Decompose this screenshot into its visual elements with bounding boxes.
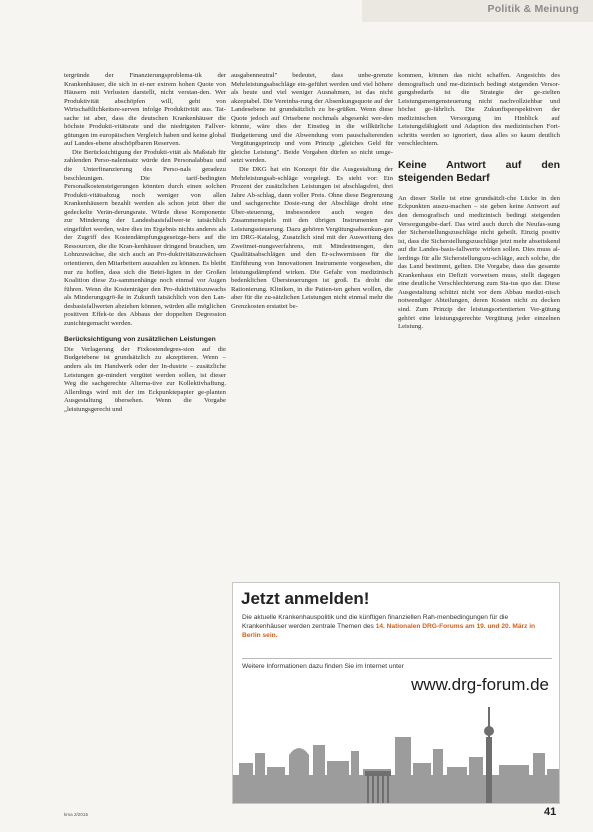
text-column-3 (398, 72, 560, 332)
event-advertisement[interactable] (232, 582, 560, 804)
ad-body-text: Die aktuelle Krankenhauspolitik und die künftigen finanziellen Rah-menbedingungen für die Krankenhäuser werden zentrale Themen des (242, 614, 509, 630)
ad-more-info: Weitere Informationen dazu finden Sie im Internet unter (242, 663, 404, 670)
paragraph: Die Berücksichtigung der Produkti-vität als Maßstab für zahlenden Perso-nalentsatz würde den Personalabbau und die Unterfinanzierung des Perso-nals geradezu beschleunigen. Die tarif-bedingten Personalkostensteigerungen könnten durch einen solchen Produkti-vitätsabzug noch weniger von allen Krankenhäusern bezahlt werden als schon jetzt über die gedeckelte Verän-derungsrate. Würde diese Komponente zur Minderung der Landesbasisfallwer-te tatsächlich eingeführt werden, wäre dies im Ergebnis nichts anderes als der Zugriff des Kostendämpfungsgesetzge-bers auf die Ressourcen, die die Kran-kenhäuser dringend brauchen, um Lohnzuwächse, die sich auch an Pro-duktivitätszuwächsen orientieren, den Mitarbeitern auszahlen zu können. Es bleibt nur zu hoffen, dass sich die Betei-ligten in der Großen Koalition diese Zu-sammenhänge noch einmal vor Augen führen. Wenn die Kostenträger den Pro-duktivitätszuwachs als Minderungsgrö-ße in Zukunft tatsächlich von den Lan-desbasisfallwerten abziehen können, würden alle möglichen positiven Effek-te des Abbaus der doppelten Degression zunichtegemacht werden. (64, 148, 226, 327)
paragraph: Die DKG hat ein Konzept für die Ausgestaltung der Mehrleistungsab-schläge vorgelegt. Es sieht vor: Ein Prozent der zusätzlichen Leistungen ist abschlagsfrei, drei Jahre Ab-schlag, dann voller Preis. Ohne diese Begrenzung und sachgerechte Dosie-rung der Abschläge droht eine Über-steuerung, insbesondere auch wegen des Zusammenspiels mit den übrigen Instrumenten zur Leistungssteuerung. Dazu gehören Vergütungsabsenkun-gen im DRG-Katalog, Zusatzlich sind mit der Ausweitung des Zweitmei-nungsverfahrens, mit Mindestmengen, den Qualitätsabschlägen und den Er-schwernissen für die Einführung von Innovationen Instrumente vorgesehen, die leistungsdämpfend wirken. Die Gefahr von medizinisch bedenklichen Übersteuerungen ist groß. Es droht die Rationierung. Kliniken, in die Patien-ten gehen wollen, die aber für die zu-sätzlichen Leistungen nicht einmal mehr die Grenzkosten erstattet be- (231, 166, 393, 310)
text-column-2 (231, 72, 393, 311)
ad-title: Jetzt anmelden! (241, 589, 370, 608)
section-header-bar (362, 0, 593, 22)
section-heading: Keine Antwort auf den steigenden Bedarf (398, 158, 560, 184)
issue-label: kma 2/2015 (64, 812, 89, 817)
ad-event-text: 14. Nationalen DRG-Forums am 19. und 20. März in Berlin sein. (242, 623, 536, 639)
page-number: 41 (544, 806, 557, 818)
berlin-skyline-illustration (233, 693, 559, 803)
subheading: Berücksichtigung von zusätzlichen Leistungen (64, 336, 216, 344)
text-column-1 (64, 72, 226, 414)
paragraph: Die Verlagerung der Fixkostendegres-sion auf die Budgetebene ist grundsätzlich zu akzeptieren. Wenn – anders als im Handwerk oder der In-dustrie – zusätzliche Leistungen ge-mindert vergütet werden sollen, ist dieser Weg die sachgerechte Alterna-tive zur Kollektivhaftung. Allerdings wird mit der im Eckpunktepapier ge-planten Ausgestaltung übersehen. Wenn die Vorgabe „leistungsgerecht und (64, 345, 226, 413)
ad-url-link[interactable]: www.drg-forum.de (411, 675, 549, 694)
ad-body (242, 613, 552, 640)
paragraph: kommen, können das nicht schaffen. Angesichts des demografisch und me-dizinisch bedingt steigenden Versor-gungsbedarfs ist die Strategie der ge-zielten Leistungsmengensteuerung nicht nachvollziehbar und höchst ge-fährlich. Die Zukunftsperspektiven der medizinischen Versorgung im Hinblick auf Leistungsfähigkeit und Adaption des medizinischen Fort-schritts werden so ignoriert, dass alles so kaum deutlich verschlechtern. (398, 72, 560, 148)
section-label: Politik & Meinung (487, 3, 579, 15)
ad-divider (242, 658, 552, 659)
paragraph: An dieser Stelle ist eine grundsätzli-che Lücke in den Eckpunkten auszu-machen – sie geben keine Antwort auf den demografisch und medizinisch bedingt steigenden Versorgungsbe-darf. Das wird auch durch die Neufas-sung der Sicherstellungszuschläge nicht geheilt. Einzig positiv ist, dass die Sicherstellungszuschläge jetzt mehr abseitskend auf die Landes-basis-fallwerte wirken sollen. Dies muss al-lerdings für alle Sicherstellungszu-schläge, auch solche, die das Land bestimmt, gelten. Die Vorgabe, dass das gesamte Krankenhaus ein Defizit vorweisen muss, stellt dagegen eine deutliche Verschlechterung zum Sta-tus quo dar. Diese Ausgestaltung schützt nicht vor dem Abbau medizi-nisch notwendiger Abteilungen, deren Kosten nicht zu decken sind. Zum Prinzip der leistungsorientierten Ver-gütung gehört eine leistungsgerechte Vergütung jeder einzelnen Leistung. (398, 194, 560, 331)
paragraph: ausgabenneutral" bedeutet, dass unbe-grenzte Mehrleistungsabschläge ein-geführt werden und viel höhere als heute und viel weniger Ausnahmen, ist das nicht akzeptabel. Die Vereinba-rung der Absenkungsquote auf der Landesebene ist grundsätzlich zu be-grüßen. Wenn diese Quote jedoch auf Ortsebene nochmals abgesenkt wer-den könnte, wäre dies der Einstieg in die willkürliche Budgetierung und die Abwendung vom pauschalierenden Vergütungsprinzip und vom Prinzip „gleiches Geld für gleiche Leistung". Beide Vorgaben dürfen so nicht umge-setzt werden. (231, 72, 393, 165)
paragraph: tergründe der Finanzierungsproblema-tik der Krankenhäuser, die sich in ei-ner extrem hohen Quote von Häusern mit Verlusten darstellt, nicht verstan-den. Wer Produktivität abschöpfen will, geht von Wirtschaftlichkeitsre-serven infolge Produktivität aus. Tat-sache ist aber, dass die deutschen Krankenhäuser die höchste Produkti-vitätsrate und die niedrigsten Fallver-gütungen im europäischen Vergleich haben und keine global auf Landes-ebene abschöpfbaren Reserven. (64, 72, 226, 148)
